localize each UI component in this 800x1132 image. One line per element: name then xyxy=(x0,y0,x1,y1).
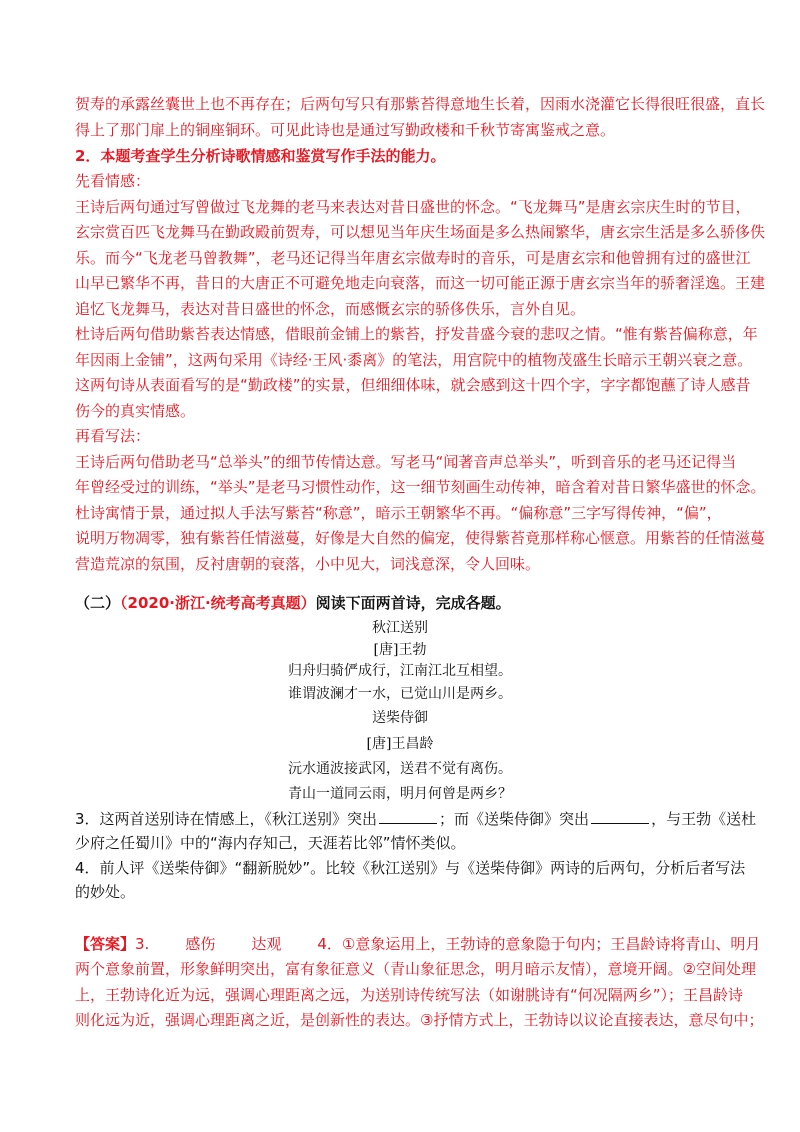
section-instruction: 阅读下面两首诗，完成各题。 xyxy=(315,594,511,612)
answer-blank-value-2: 达观 xyxy=(251,935,282,953)
q3-text: 3．这两首送别诗在情感上，《秋江送别》突出 xyxy=(75,810,378,828)
poem1-author: [唐]王勃 xyxy=(373,642,427,658)
technique-line: 说明万物凋零，独有紫苔任情滋蔓，好像是大自然的偏宠，使得紫苔竟那样称心惬意。用紫苔的任情滋蔓 xyxy=(75,529,766,547)
answer-line: 则化远为近，强调心理距离之近，是创新性的表达。③抒情方式上，王勃诗以议论直接表达，意尽句中； xyxy=(75,1011,764,1029)
poem1-title: 秋江送别 xyxy=(372,620,428,636)
answer-line xyxy=(75,934,761,954)
poem2-line: 青山一道同云雨，明月何曾是两乡？ xyxy=(288,786,512,802)
emotion-line: 乐。而今“飞龙老马曾教舞”，老马还记得当年唐玄宗做寿时的音乐，可是唐玄宗和他曾拥有过的盛世江 xyxy=(75,249,751,267)
emotion-line: 山早已繁华不再，昔日的大唐正不可避免地走向衰落，而这一切可能正源于唐玄宗当年的骄奢淫逸。王建 xyxy=(75,274,766,292)
poem2-line: 沅水通波接武冈，送君不觉有离伤。 xyxy=(288,761,512,777)
analysis-line: 贺寿的承露丝囊世上也不再存在；后两句写只有那紫苔得意地生长着，因雨水浇灌它长得很旺很盛，直长 xyxy=(75,95,766,113)
source-tag: （2020·浙江·统考高考真题） xyxy=(120,594,316,612)
answer-line: 两个意象前置，形象鲜明突出，富有象征意义（青山象征思念，明月暗示友情），意境开阔。②空间处理 xyxy=(75,960,756,978)
emotion-line: 伤今的真实情感。 xyxy=(75,402,196,420)
poem1-line: 谁谓波澜才一水，已觉山川是两乡。 xyxy=(288,686,512,702)
question-4-line2: 的妙处。 xyxy=(75,883,136,901)
q3-text: ；而《送柴侍御》突出 xyxy=(439,810,590,828)
technique-line: 杜诗寓情于景，通过拟人手法写紫苔“称意”，暗示王朝繁华不再。“偏称意”三字写得传神，“偏”， xyxy=(75,504,722,522)
poem1-line: 归舟归骑俨成行，江南江北互相望。 xyxy=(288,663,512,679)
answer-label: 【答案】 xyxy=(75,935,136,953)
emotion-heading: 先看情感： xyxy=(75,172,151,190)
question-3-line2: 少府之任蜀川》中的“海内存知己，天涯若比邻”情怀类似。 xyxy=(75,834,466,852)
technique-line: 年曾经受过的训练，“举头”是老马习惯性动作，这一细节刻画生动传神，暗含着对昔日繁华盛世的怀念。 xyxy=(75,478,766,496)
emotion-line: 杜诗后两句借助紫苔表达情感，借眼前金铺上的紫苔，抒发昔盛今衰的悲叹之情。“惟有紫苔偏称意，年 xyxy=(75,325,758,343)
item2-heading: 2．本题考查学生分析诗歌情感和鉴赏写作手法的能力。 xyxy=(75,147,446,165)
analysis-line: 得上了那门扉上的铜座铜环。可见此诗也是通过写勤政楼和千秋节寄寓鉴戒之意。 xyxy=(75,121,616,139)
section-number: （二） xyxy=(75,594,121,612)
poem2-author: [唐]王昌龄 xyxy=(366,736,434,752)
emotion-line: 玄宗赏百匹飞龙舞马在勤政殿前贺寿，可以想见当年庆生场面是多么热闹繁华，唐玄宗生活是多么骄侈佚 xyxy=(75,223,766,241)
technique-heading: 再看写法： xyxy=(75,427,151,445)
answer-q4-start: 4．①意象运用上，王勃诗的意象隐于句内；王昌龄诗将青山、明月 xyxy=(317,935,761,953)
answer-q3-num: 3. xyxy=(135,935,150,953)
emotion-line: 这两句诗从表面看写的是“勤政楼”的实景，但细细体味，就会感到这十四个字，字字都饱蘸了诗人感昔 xyxy=(75,376,751,394)
answer-line: 上，王勃诗化近为远，强调心理距离之远，为送别诗传统写法（如谢朓诗有“何况隔两乡”）；王昌龄诗 xyxy=(75,986,744,1004)
question-4: 4．前人评《送柴侍御》“翻新脱妙”。比较《秋江送别》与《送柴侍御》两诗的后两句，分析后者写法 xyxy=(75,859,746,877)
section2-header xyxy=(75,593,735,613)
answer-blank-value-1: 感伤 xyxy=(185,935,216,953)
answer-blank-2[interactable] xyxy=(591,811,649,824)
question-3 xyxy=(75,809,757,829)
answer-blank-1[interactable] xyxy=(379,811,437,824)
technique-line: 王诗后两句借助老马“总举头”的细节传情达意。写老马“闻著音声总举头”，听到音乐的老马还记得当 xyxy=(75,453,737,471)
q3-text: ，与王勃《送杜 xyxy=(651,810,757,828)
poem2-title: 送柴侍御 xyxy=(372,710,428,726)
technique-line: 营造荒凉的氛围，反衬唐朝的衰落，小中见大，词浅意深，令人回味。 xyxy=(75,555,541,573)
emotion-line: 追忆飞龙舞马，表达对昔日盛世的怀念，而感慨玄宗的骄侈佚乐，言外自见。 xyxy=(75,300,586,318)
emotion-line: 王诗后两句通过写曾做过飞龙舞的老马来表达对昔日盛世的怀念。“飞龙舞马”是唐玄宗庆生时的节目， xyxy=(75,198,751,216)
emotion-line: 年因雨上金铺”，这两句采用《诗经·王风·黍离》的笔法，用宫院中的植物茂盛生长暗示王朝兴衰之意。 xyxy=(75,351,753,369)
